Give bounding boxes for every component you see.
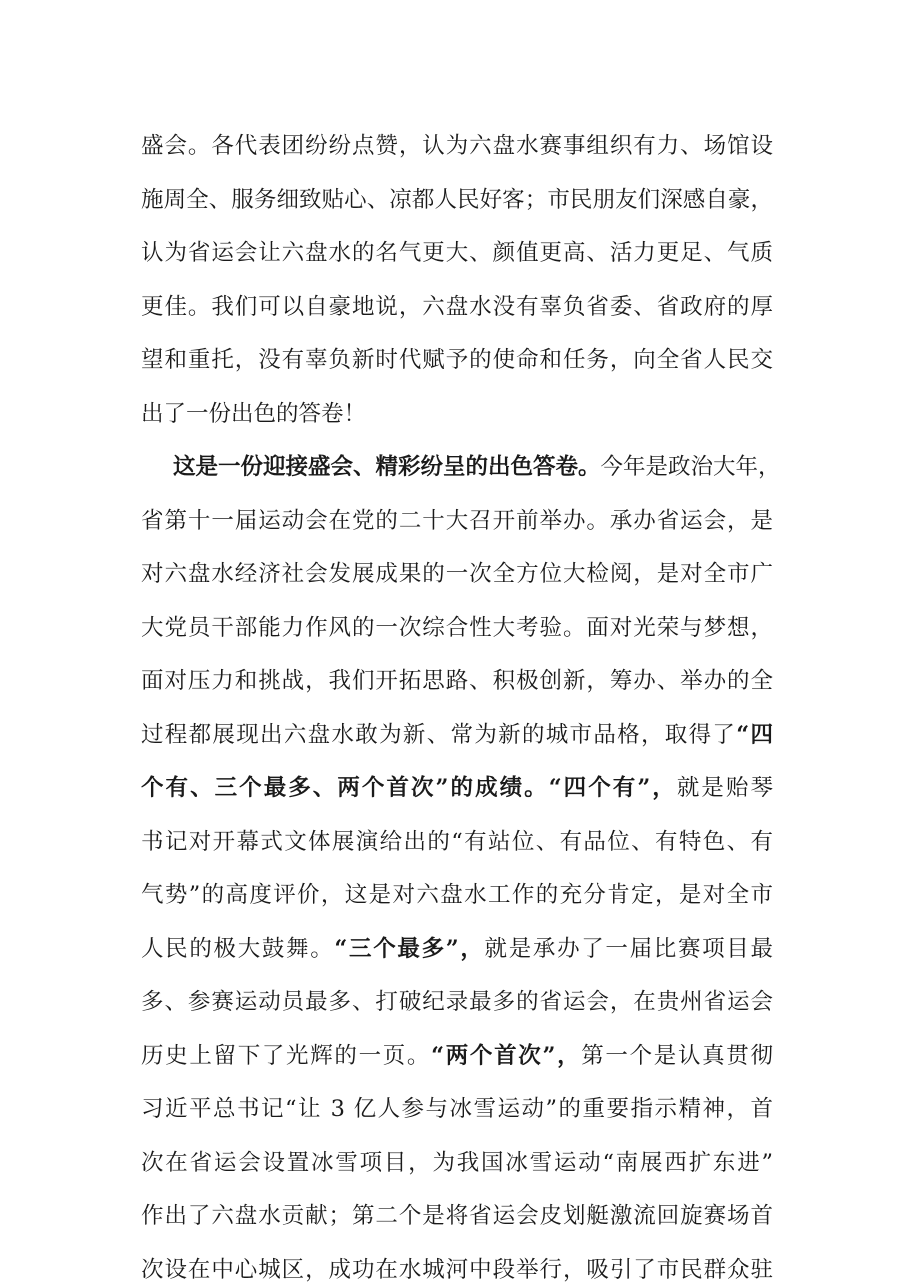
bold-span: “三个最多”，: [334, 935, 485, 962]
text-line: [141, 396, 366, 432]
text-span: 施周全、服务细致贴心、凉都人民好客；市民朋友们深感自豪，: [141, 186, 773, 213]
text-line: [141, 931, 773, 967]
text-span: 对六盘水经济社会发展成果的一次全方位大检阅，是对全市广: [141, 561, 773, 587]
text-span: 历史上留下了光辉的一页。: [141, 1042, 432, 1069]
text-span: 习近平总书记“让 3 亿人参与冰雪运动”的重要指示精神，首: [141, 1096, 773, 1122]
text-line: [141, 984, 773, 1020]
text-line: [141, 556, 773, 592]
text-span: 人民的极大鼓舞。: [141, 935, 335, 962]
text-line: [141, 770, 773, 806]
text-line: [141, 1038, 773, 1074]
text-span: 出了一份出色的答卷！: [141, 400, 367, 427]
text-span: 面对压力和挑战，我们开拓思路、积极创新，筹办、举办的全: [141, 668, 773, 694]
bold-span: “四: [736, 721, 773, 748]
text-line: [141, 663, 773, 699]
text-span: 省第十一届运动会在党的二十大召开前举办。承办省运会，是: [141, 507, 773, 534]
text-span: 第一个是认真贯彻: [581, 1042, 773, 1069]
text-span: 气势”的高度评价，这是对六盘水工作的充分肯定，是对全市: [141, 882, 773, 908]
text-span: 盛会。各代表团纷纷点赞，认为六盘水赛事组织有力、场馆设: [141, 133, 773, 159]
text-line: [141, 503, 773, 539]
text-line: [173, 449, 781, 485]
text-span: 更佳。我们可以自豪地说，六盘水没有辜负省委、省政府的厚: [141, 293, 773, 320]
text-span: 过程都展现出六盘水敢为新、常为新的城市品格，取得了: [141, 721, 737, 748]
text-line: [141, 128, 773, 164]
text-span: 多、参赛运动员最多、打破纪录最多的省运会，在贵州省运会: [141, 989, 773, 1015]
text-span: 就是承办了一届比赛项目最: [484, 935, 773, 962]
text-line: [141, 182, 773, 218]
bold-span: “两个首次”，: [431, 1042, 582, 1069]
text-span: 大党员干部能力作风的一次综合性大考验。面对光荣与梦想，: [141, 614, 773, 641]
bold-span: 个有、三个最多、两个首次”的成绩。“四个有”，: [141, 775, 677, 801]
text-span: 就是贻琴: [676, 775, 773, 801]
text-line: [141, 235, 773, 271]
text-line: [141, 717, 773, 753]
text-span: 认为省运会让六盘水的名气更大、颜值更高、活力更足、气质: [141, 240, 773, 266]
text-line: [141, 1252, 773, 1288]
paragraph-heading: 这是一份迎接盛会、精彩纷呈的出色答卷。: [173, 454, 601, 480]
text-line: [141, 342, 773, 378]
text-line: [141, 1091, 773, 1127]
text-line: [141, 289, 773, 325]
text-span: 作出了六盘水贡献；第二个是将省运会皮划艇激流回旋赛场首: [141, 1203, 773, 1229]
text-span: 次设在中心城区，成功在水城河中段举行，吸引了市民群众驻: [141, 1256, 773, 1283]
text-span: 望和重托，没有辜负新时代赋予的使命和任务，向全省人民交: [141, 347, 773, 373]
text-line: [141, 824, 773, 860]
text-line: [141, 1145, 773, 1181]
text-span: 书记对开幕式文体展演给出的“有站位、有品位、有特色、有: [141, 828, 773, 855]
text-line: [141, 877, 773, 913]
text-line: [141, 610, 773, 646]
text-span: 今年是政治大年，: [600, 454, 781, 480]
text-span: 次在省运会设置冰雪项目，为我国冰雪运动“南展西扩东进”: [141, 1149, 773, 1176]
text-line: [141, 1198, 773, 1234]
